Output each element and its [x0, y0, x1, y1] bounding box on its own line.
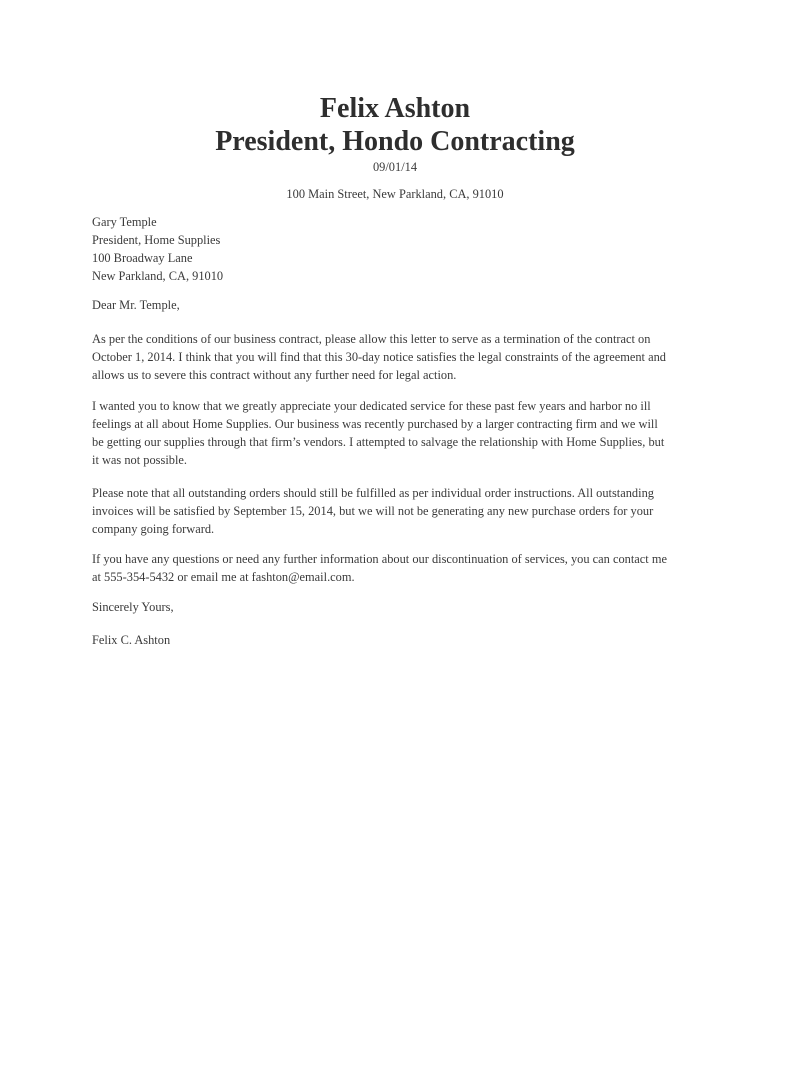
letter-date: 09/01/14 — [372, 160, 418, 174]
paragraph-line: If you have any questions or need any further information about our discontinuation of services, you can contact me — [92, 552, 667, 566]
recipient-city: New Parkland, CA, 91010 — [92, 269, 224, 283]
sender-title: President, Hondo Contracting — [215, 126, 575, 157]
body-paragraph-4 — [92, 550, 712, 586]
paragraph-line: As per the conditions of our business contract, please allow this letter to serve as a termination of the contract on — [92, 332, 651, 346]
sender-address: 100 Main Street, New Parkland, CA, 91010 — [286, 187, 504, 201]
body-paragraph-2 — [92, 397, 712, 469]
body-paragraph-1 — [92, 330, 712, 384]
paragraph-line: feelings at all about Home Supplies. Our business was recently purchased by a larger contracting firm and we will — [92, 417, 658, 431]
recipient-title: President, Home Supplies — [92, 233, 221, 247]
signature: Felix C. Ashton — [92, 633, 171, 647]
paragraph-line: I wanted you to know that we greatly appreciate your dedicated service for these past few years and harbor no ill — [92, 399, 651, 413]
salutation: Dear Mr. Temple, — [92, 298, 180, 312]
paragraph-line: company going forward. — [92, 522, 215, 536]
paragraph-line: invoices will be satisfied by September 15, 2014, but we will not be generating any new purchase orders for your — [92, 504, 654, 518]
body-paragraph-3 — [92, 484, 712, 538]
paragraph-line: Please note that all outstanding orders should still be fulfilled as per individual order instructions. All outstanding — [92, 486, 654, 500]
paragraph-line: allows us to severe this contract without any further need for legal action. — [92, 368, 457, 382]
sender-name: Felix Ashton — [319, 93, 471, 124]
paragraph-line: October 1, 2014. I think that you will find that this 30-day notice satisfies the legal constraints of the agreement and — [92, 350, 666, 364]
paragraph-line: at 555-354-5432 or email me at fashton@email.com. — [92, 570, 355, 584]
closing: Sincerely Yours, — [92, 600, 174, 614]
paragraph-line: it was not possible. — [92, 453, 187, 467]
recipient-name: Gary Temple — [92, 215, 157, 229]
recipient-block — [92, 213, 712, 285]
recipient-street: 100 Broadway Lane — [92, 251, 193, 265]
paragraph-line: be getting our supplies through that firm’s vendors. I attempted to salvage the relationship with Home Supplies, but — [92, 435, 665, 449]
